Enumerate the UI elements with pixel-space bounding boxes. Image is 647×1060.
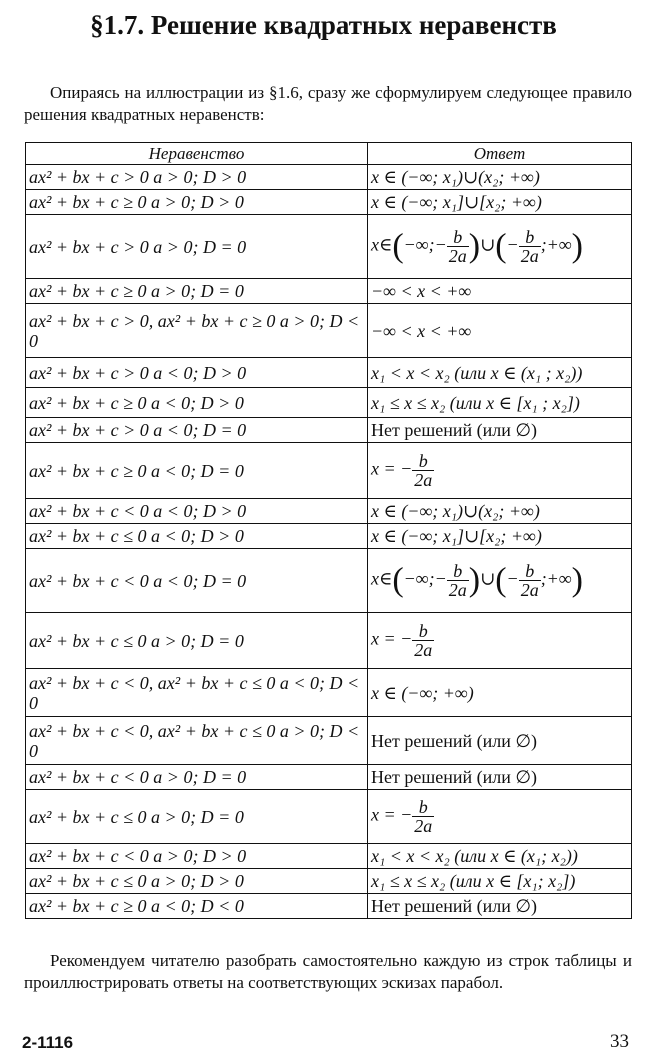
row-answer: x₁ < x < x₂ (или x ∈ (x₁ ; x₂)) [368, 358, 632, 388]
row-inequality: ax² + bx + c ≥ 0 a < 0; D > 0 [26, 388, 368, 418]
row-inequality: ax² + bx + c ≤ 0 a > 0; D = 0 [26, 613, 368, 669]
header-inequality: Неравенство [26, 143, 368, 165]
row-inequality: ax² + bx + c > 0 a > 0; D = 0 [26, 215, 368, 279]
row-answer: x₁ ≤ x ≤ x₂ (или x ∈ [x₁ ; x₂]) [368, 388, 632, 418]
row-inequality: ax² + bx + c ≤ 0 a < 0; D > 0 [26, 524, 368, 549]
row-answer: x = − $\frac{b}{2a}$ [368, 790, 632, 844]
fraction: $\frac{b}{2a}$ [448, 227, 467, 266]
row-inequality: ax² + bx + c ≥ 0 a > 0; D = 0 [26, 279, 368, 304]
row-answer: x ∈ (−∞; x₁)∪(x₂; +∞) [368, 165, 632, 190]
row-answer: Нет решений (или ∅) [368, 717, 632, 765]
row-answer: x₁ < x < x₂ (или x ∈ (x₁; x₂)) [368, 844, 632, 869]
fraction: $\frac{b}{2a}$ [414, 797, 433, 836]
print-signature: 2-1116 [22, 1033, 74, 1052]
row-answer: x ∈ (−∞; x₁]∪[x₂; +∞) [368, 524, 632, 549]
row-answer: x∈(−∞;− $\frac{b}{2a}$ )∪(− $\frac{b}{2a}$ ;+∞) [368, 215, 632, 279]
row-inequality: ax² + bx + c ≥ 0 a > 0; D > 0 [26, 190, 368, 215]
row-inequality: ax² + bx + c > 0, ax² + bx + c ≥ 0 a > 0; D < 0 [26, 304, 368, 358]
row-inequality: ax² + bx + c ≥ 0 a < 0; D < 0 [26, 894, 368, 919]
row-inequality: ax² + bx + c < 0 a > 0; D = 0 [26, 765, 368, 790]
row-inequality: ax² + bx + c > 0 a > 0; D > 0 [26, 165, 368, 190]
row-answer: x∈(−∞;− $\frac{b}{2a}$ )∪(− $\frac{b}{2a}$ ;+∞) [368, 549, 632, 613]
row-inequality: ax² + bx + c ≤ 0 a > 0; D > 0 [26, 869, 368, 894]
row-answer: x ∈ (−∞; x₁]∪[x₂; +∞) [368, 190, 632, 215]
intro-paragraph [24, 82, 632, 126]
page-number: 33 [610, 1031, 629, 1052]
closing-paragraph [24, 950, 632, 994]
row-answer: Нет решений (или ∅) [368, 894, 632, 919]
closing-text: Рекомендуем читателю разобрать самостоятельно каждую из строк таблицы и проиллюстрировать ответы на соответствующих эскизах парабол. [24, 951, 632, 992]
row-inequality: ax² + bx + c > 0 a < 0; D > 0 [26, 358, 368, 388]
row-inequality: ax² + bx + c < 0 a < 0; D > 0 [26, 499, 368, 524]
row-inequality: ax² + bx + c < 0, ax² + bx + c ≤ 0 a > 0; D < 0 [26, 717, 368, 765]
row-inequality: ax² + bx + c ≥ 0 a < 0; D = 0 [26, 443, 368, 499]
intro-text: Опираясь на иллюстрации из §1.6, сразу же сформулируем следующее правило решения квадратных неравенств: [24, 83, 632, 124]
row-inequality: ax² + bx + c < 0, ax² + bx + c ≤ 0 a < 0; D < 0 [26, 669, 368, 717]
row-inequality: ax² + bx + c ≤ 0 a > 0; D = 0 [26, 790, 368, 844]
row-inequality: ax² + bx + c < 0 a < 0; D = 0 [26, 549, 368, 613]
fraction: $\frac{b}{2a}$ [520, 227, 539, 266]
row-answer: −∞ < x < +∞ [368, 279, 632, 304]
row-answer: Нет решений (или ∅) [368, 765, 632, 790]
fraction: $\frac{b}{2a}$ [520, 561, 539, 600]
row-answer: −∞ < x < +∞ [368, 304, 632, 358]
fraction: $\frac{b}{2a}$ [414, 621, 433, 660]
fraction: $\frac{b}{2a}$ [448, 561, 467, 600]
row-answer: x = − $\frac{b}{2a}$ [368, 613, 632, 669]
fraction: $\frac{b}{2a}$ [414, 451, 433, 490]
row-answer: x ∈ (−∞; x₁)∪(x₂; +∞) [368, 499, 632, 524]
row-answer: x₁ ≤ x ≤ x₂ (или x ∈ [x₁; x₂]) [368, 869, 632, 894]
row-answer: x ∈ (−∞; +∞) [368, 669, 632, 717]
row-answer: Нет решений (или ∅) [368, 418, 632, 443]
section-title: §1.7. Решение квадратных неравенств [90, 10, 557, 40]
row-inequality: ax² + bx + c < 0 a > 0; D > 0 [26, 844, 368, 869]
inequality-table [25, 142, 632, 919]
row-answer: x = − $\frac{b}{2a}$ [368, 443, 632, 499]
header-answer: Ответ [368, 143, 632, 165]
row-inequality: ax² + bx + c > 0 a < 0; D = 0 [26, 418, 368, 443]
